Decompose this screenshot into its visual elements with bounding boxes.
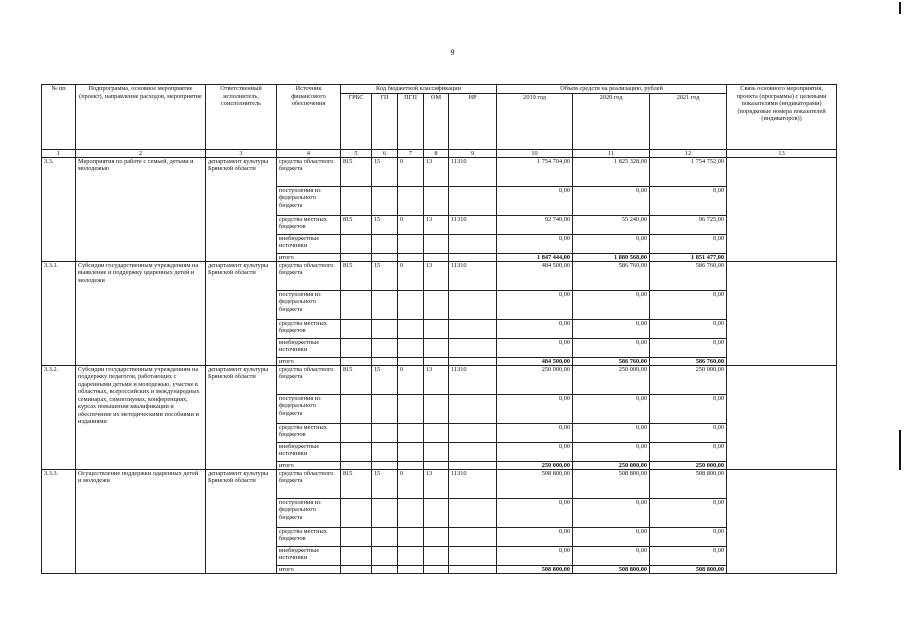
- column-number: 10: [497, 149, 573, 157]
- code-pgp: [398, 319, 424, 338]
- activity-name: Субсидии государственным учреждениям на поддержку педагогов, работающих с одаренными детьми и молодежью, участие в областных, всероссийских и международных семинарах, симпозиумах, конференциях, курсах повышения квалификации и обеспечение их методическими пособиями и изданиями: [76, 365, 206, 469]
- row-number: 3.3.: [42, 157, 76, 261]
- funding-source: поступления из федерального бюджета: [277, 186, 341, 215]
- code-nr: [449, 423, 497, 442]
- amount-2020: 0,00: [573, 527, 650, 546]
- code-nr: 11310: [449, 469, 497, 498]
- code-gp: 15: [372, 215, 398, 234]
- code-pgp: 0: [398, 215, 424, 234]
- amount-2020: 0,00: [573, 394, 650, 423]
- funding-source: средства областного бюджета: [277, 157, 341, 186]
- code-grbs: [341, 442, 372, 461]
- amount-2019: 0,00: [497, 234, 573, 253]
- code-om: [424, 290, 449, 319]
- amount-2019: 0,00: [497, 319, 573, 338]
- amount-2019: 0,00: [497, 442, 573, 461]
- amount-2021: 0,00: [650, 527, 727, 546]
- amount-2021: 0,00: [650, 319, 727, 338]
- amount-2020: 508 800,00: [573, 469, 650, 498]
- code-om: [424, 423, 449, 442]
- amount-2020: 586 760,00: [573, 261, 650, 290]
- total-2020: 508 800,00: [573, 565, 650, 573]
- amount-2019: 484 500,00: [497, 261, 573, 290]
- amount-2019: 0,00: [497, 546, 573, 565]
- code-nr: [449, 319, 497, 338]
- code-om: [424, 186, 449, 215]
- code-gp: 15: [372, 365, 398, 394]
- row-number: 3.3.2.: [42, 365, 76, 469]
- amount-2019: 0,00: [497, 338, 573, 357]
- amount-2019: 92 740,00: [497, 215, 573, 234]
- code-gp: [372, 338, 398, 357]
- code-grbs: [341, 338, 372, 357]
- header-nr: НР: [449, 93, 497, 149]
- responsible-executor: департамент культуры Брянской области: [206, 469, 277, 573]
- code-grbs: [341, 423, 372, 442]
- code-pgp: [398, 234, 424, 253]
- indicator-link: [727, 365, 837, 469]
- header-2021: 2021 год: [650, 93, 727, 149]
- table-row: [42, 365, 837, 394]
- column-number: 2: [76, 149, 206, 157]
- header-gp: ГП: [372, 93, 398, 149]
- code-grbs: [341, 498, 372, 527]
- total-label: итого: [277, 253, 341, 261]
- amount-2021: 1 754 752,00: [650, 157, 727, 186]
- column-number: 8: [424, 149, 449, 157]
- column-number: 6: [372, 149, 398, 157]
- activity-name: Субсидии государственным учреждениям на выявление и поддержку одаренных детей и молодежи: [76, 261, 206, 365]
- total-label: итого: [277, 461, 341, 469]
- amount-2020: 0,00: [573, 319, 650, 338]
- header-grbs: ГРБС: [341, 93, 372, 149]
- column-number-row: [42, 149, 837, 157]
- code-om: 13: [424, 261, 449, 290]
- funding-source: средства областного бюджета: [277, 261, 341, 290]
- total-2019: 508 800,00: [497, 565, 573, 573]
- amount-2020: 0,00: [573, 442, 650, 461]
- code-om: [424, 527, 449, 546]
- code-grbs: [341, 394, 372, 423]
- amount-2019: 0,00: [497, 290, 573, 319]
- activity-name: Мероприятия по работе с семьей, детьми и молодежью: [76, 157, 206, 261]
- code-om: 13: [424, 365, 449, 394]
- code-pgp: [398, 290, 424, 319]
- code-grbs: [341, 319, 372, 338]
- indicator-link: [727, 261, 837, 365]
- code-gp: [372, 527, 398, 546]
- amount-2021: 250 000,00: [650, 365, 727, 394]
- funding-source: поступления из федерального бюджета: [277, 498, 341, 527]
- code-om: 13: [424, 157, 449, 186]
- amount-2019: 250 000,00: [497, 365, 573, 394]
- amount-2020: 0,00: [573, 423, 650, 442]
- code-grbs: 815: [341, 469, 372, 498]
- total-2021: 250 000,00: [650, 461, 727, 469]
- edge-mark-right: [899, 430, 901, 470]
- code-gp: 15: [372, 469, 398, 498]
- code-om: [424, 234, 449, 253]
- amount-2020: 0,00: [573, 546, 650, 565]
- indicator-link: [727, 157, 837, 261]
- table-body: [42, 157, 837, 573]
- code-nr: [449, 234, 497, 253]
- code-nr: [449, 527, 497, 546]
- total-2020: 250 000,00: [573, 461, 650, 469]
- code-grbs: [341, 234, 372, 253]
- funding-source: средства областного бюджета: [277, 469, 341, 498]
- code-pgp: [398, 394, 424, 423]
- amount-2021: 0,00: [650, 498, 727, 527]
- amount-2021: 0,00: [650, 442, 727, 461]
- funding-source: средства местных бюджетов: [277, 423, 341, 442]
- funding-source: внебюджетные источники: [277, 442, 341, 461]
- amount-2019: 508 800,00: [497, 469, 573, 498]
- table-row: [42, 261, 837, 290]
- funding-source: внебюджетные источники: [277, 546, 341, 565]
- funding-source: поступления из федерального бюджета: [277, 394, 341, 423]
- column-number: 11: [573, 149, 650, 157]
- funding-source: средства местных бюджетов: [277, 215, 341, 234]
- code-gp: [372, 546, 398, 565]
- code-grbs: [341, 186, 372, 215]
- header-name: Подпрограмма, основное мероприятие (проект), направление расходов, мероприятие: [76, 85, 206, 150]
- amount-2020: 1 825 328,00: [573, 157, 650, 186]
- total-2021: 508 800,00: [650, 565, 727, 573]
- code-pgp: 0: [398, 365, 424, 394]
- code-gp: [372, 319, 398, 338]
- amount-2020: 250 000,00: [573, 365, 650, 394]
- amount-2021: 0,00: [650, 234, 727, 253]
- code-om: [424, 498, 449, 527]
- column-number: 3: [206, 149, 277, 157]
- column-number: 9: [449, 149, 497, 157]
- code-pgp: [398, 498, 424, 527]
- column-number: 13: [727, 149, 837, 157]
- header-link: Связь основного мероприятия, проекта (программы) с целевыми показателями (индикаторами) (порядковые номера показателей (индикаторов)): [727, 85, 837, 150]
- amount-2019: 1 754 704,00: [497, 157, 573, 186]
- total-2020: 586 760,00: [573, 357, 650, 365]
- code-gp: 15: [372, 157, 398, 186]
- indicator-link: [727, 469, 837, 573]
- code-pgp: [398, 527, 424, 546]
- code-om: [424, 394, 449, 423]
- code-om: 13: [424, 469, 449, 498]
- header-source: Источник финансового обеспечения: [277, 85, 341, 150]
- code-pgp: [398, 442, 424, 461]
- code-pgp: [398, 186, 424, 215]
- code-grbs: 815: [341, 365, 372, 394]
- row-number: 3.3.1.: [42, 261, 76, 365]
- amount-2020: 0,00: [573, 290, 650, 319]
- code-grbs: 815: [341, 157, 372, 186]
- responsible-executor: департамент культуры Брянской области: [206, 157, 277, 261]
- total-label: итого: [277, 357, 341, 365]
- column-number: 7: [398, 149, 424, 157]
- code-nr: 11310: [449, 157, 497, 186]
- amount-2021: 508 800,00: [650, 469, 727, 498]
- total-2021: 1 851 477,00: [650, 253, 727, 261]
- code-nr: 11310: [449, 215, 497, 234]
- code-gp: [372, 234, 398, 253]
- total-2020: 1 880 568,00: [573, 253, 650, 261]
- code-pgp: 0: [398, 469, 424, 498]
- header-num: № пп: [42, 85, 76, 150]
- code-grbs: 815: [341, 215, 372, 234]
- code-om: [424, 442, 449, 461]
- column-number: 4: [277, 149, 341, 157]
- code-gp: [372, 186, 398, 215]
- code-nr: [449, 394, 497, 423]
- code-grbs: [341, 527, 372, 546]
- header-responsible: Ответственный исполнитель, соисполнитель: [206, 85, 277, 150]
- table-row: [42, 469, 837, 498]
- code-pgp: [398, 338, 424, 357]
- header-2020: 2020 год: [573, 93, 650, 149]
- amount-2020: 0,00: [573, 498, 650, 527]
- amount-2019: 0,00: [497, 498, 573, 527]
- total-2019: 484 500,00: [497, 357, 573, 365]
- code-gp: [372, 498, 398, 527]
- amount-2021: 96 725,00: [650, 215, 727, 234]
- funding-source: внебюджетные источники: [277, 234, 341, 253]
- code-nr: [449, 338, 497, 357]
- code-nr: [449, 442, 497, 461]
- amount-2021: 0,00: [650, 338, 727, 357]
- amount-2021: 0,00: [650, 290, 727, 319]
- funding-source: средства областного бюджета: [277, 365, 341, 394]
- code-grbs: [341, 546, 372, 565]
- total-2019: 250 000,00: [497, 461, 573, 469]
- total-2019: 1 847 444,00: [497, 253, 573, 261]
- edge-mark-top: [899, 2, 901, 14]
- code-om: [424, 338, 449, 357]
- header-pgp: ПГП: [398, 93, 424, 149]
- header-budget-code: Код бюджетной классификации: [341, 85, 497, 94]
- code-gp: [372, 423, 398, 442]
- activity-name: Осуществление поддержки одаренных детей и молодежи: [76, 469, 206, 573]
- code-pgp: 0: [398, 157, 424, 186]
- table-row: [42, 157, 837, 186]
- column-number: 1: [42, 149, 76, 157]
- amount-2019: 0,00: [497, 527, 573, 546]
- amount-2021: 0,00: [650, 186, 727, 215]
- budget-table: [41, 84, 837, 574]
- code-nr: 11310: [449, 261, 497, 290]
- code-gp: 15: [372, 261, 398, 290]
- funding-source: средства местных бюджетов: [277, 319, 341, 338]
- row-number: 3.3.3.: [42, 469, 76, 573]
- code-gp: [372, 290, 398, 319]
- amount-2021: 0,00: [650, 546, 727, 565]
- amount-2019: 0,00: [497, 394, 573, 423]
- amount-2019: 0,00: [497, 423, 573, 442]
- code-grbs: 815: [341, 261, 372, 290]
- amount-2021: 0,00: [650, 423, 727, 442]
- funding-source: поступления из федерального бюджета: [277, 290, 341, 319]
- amount-2021: 586 760,00: [650, 261, 727, 290]
- total-2021: 586 760,00: [650, 357, 727, 365]
- code-pgp: 0: [398, 261, 424, 290]
- column-number: 12: [650, 149, 727, 157]
- amount-2020: 0,00: [573, 234, 650, 253]
- code-nr: [449, 546, 497, 565]
- funding-source: внебюджетные источники: [277, 338, 341, 357]
- header-funding: Объем средств на реализацию, рублей: [497, 85, 727, 94]
- amount-2019: 0,00: [497, 186, 573, 215]
- amount-2020: 0,00: [573, 186, 650, 215]
- code-gp: [372, 442, 398, 461]
- code-nr: [449, 186, 497, 215]
- code-nr: [449, 498, 497, 527]
- code-om: [424, 319, 449, 338]
- code-nr: 11310: [449, 365, 497, 394]
- code-om: [424, 546, 449, 565]
- responsible-executor: департамент культуры Брянской области: [206, 365, 277, 469]
- amount-2021: 0,00: [650, 394, 727, 423]
- total-label: итого: [277, 565, 341, 573]
- code-gp: [372, 394, 398, 423]
- responsible-executor: департамент культуры Брянской области: [206, 261, 277, 365]
- code-pgp: [398, 423, 424, 442]
- header-om: ОМ: [424, 93, 449, 149]
- column-number: 5: [341, 149, 372, 157]
- amount-2020: 55 240,00: [573, 215, 650, 234]
- code-grbs: [341, 290, 372, 319]
- code-nr: [449, 290, 497, 319]
- code-pgp: [398, 546, 424, 565]
- header-2019: 2019 год: [497, 93, 573, 149]
- code-om: 13: [424, 215, 449, 234]
- page-number: 9: [450, 48, 455, 57]
- amount-2020: 0,00: [573, 338, 650, 357]
- funding-source: средства местных бюджетов: [277, 527, 341, 546]
